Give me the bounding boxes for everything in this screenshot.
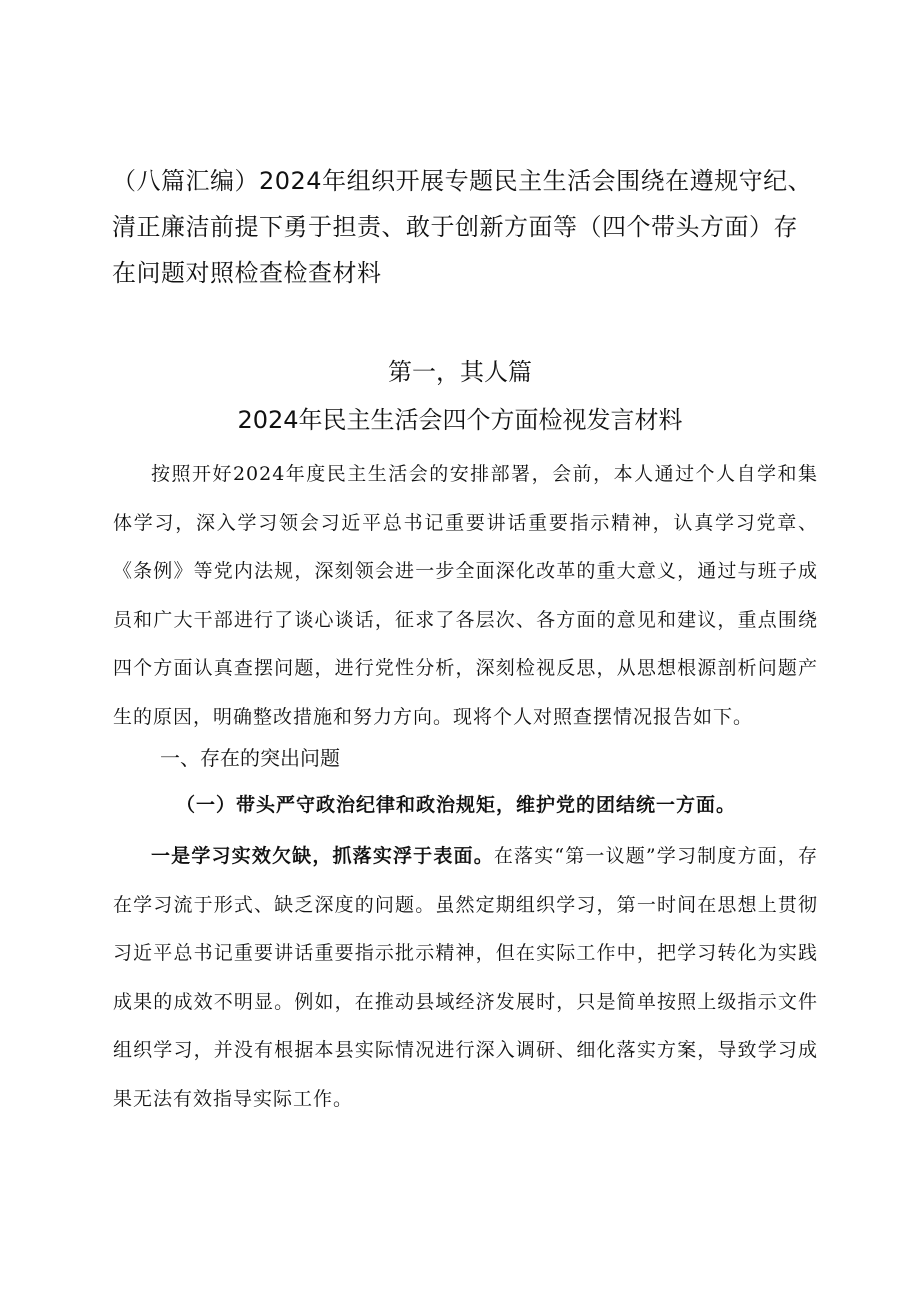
subsection-heading: （一）带头严守政治纪律和政治规矩，维护党的团结统一方面。 [176, 794, 737, 816]
point-body: 在落实“第一议题”学习制度方面，存在学习流于形式、缺乏深度的问题。虽然定期组织学习，第一时间在思想上贯彻习近平总书记重要讲话重要指示批示精神，但在实际工作中，把学习转化为实践成果的成效不明显。例如，在推动县域经济发展时，只是简单按照上级指示文件组织学习，并没有根据本县实际情况进行深入调研、细化落实方案，导致学习成果无法有效指导实际工作。 [113, 845, 818, 1110]
intro-paragraph: 按照开好2024年度民主生活会的安排部署，会前，本人通过个人自学和集体学习，深入学习领会习近平总书记重要讲话重要指示精神，认真学习党章、《条例》等党内法规，深刻领会进一步全面深化改革的重大意义，通过与班子成员和广大干部进行了谈心谈话，征求了各层次、各方面的意见和建议，重点围绕四个方面认真查摆问题，进行党性分析，深刻检视反思，从思想根源剖析问题产生的原因，明确整改措施和努力方向。现将个人对照查摆情况报告如下。 [113, 463, 818, 728]
section-heading: 一、存在的突出问题 [160, 746, 340, 770]
chapter-heading: 第一，其人篇 [388, 358, 532, 386]
point-paragraph [113, 832, 818, 1123]
document-title: （八篇汇编）2024年组织开展专题民主生活会围绕在遵规守纪、清正廉洁前提下勇于担责、敢于创新方面等（四个带头方面）存在问题对照检查检查材料 [112, 167, 813, 287]
chapter-subtitle: 2024年民主生活会四个方面检视发言材料 [237, 406, 683, 434]
point-lead: 一是学习实效欠缺，抓落实浮于表面。 [151, 845, 494, 867]
